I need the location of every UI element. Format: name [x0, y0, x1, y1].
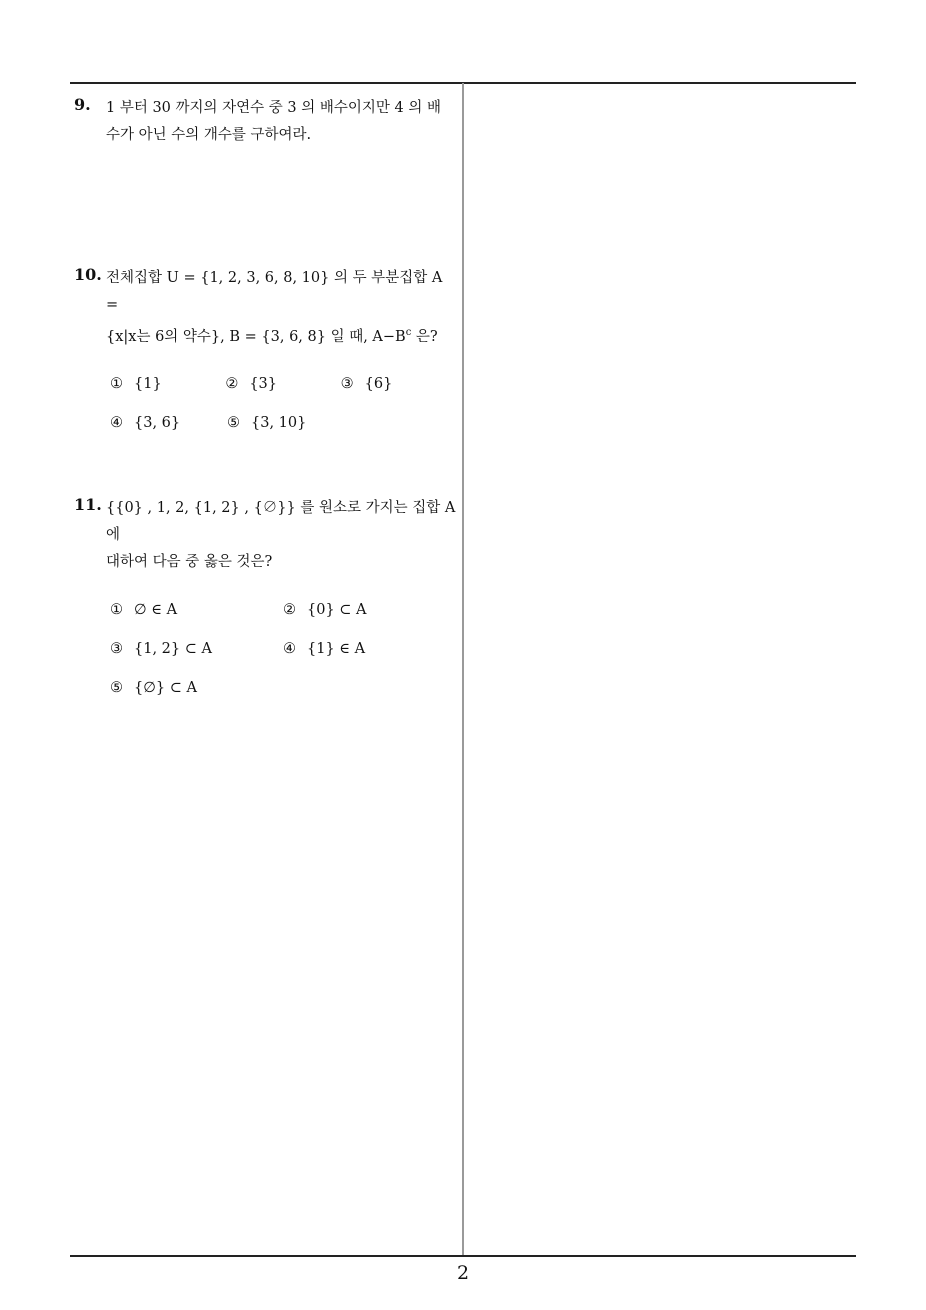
choice-number: ② — [283, 601, 296, 618]
answer-choices — [110, 365, 456, 443]
question-text-line: 전체집합 U = {1, 2, 3, 6, 8, 10} 의 두 부분집합 A = — [106, 270, 443, 313]
choice-2[interactable] — [283, 602, 456, 618]
question-text-main: {x|x는 6의 약수}, B = {3, 6, 8} 일 때, A−B — [106, 328, 406, 345]
choice-text: {6} — [364, 376, 393, 393]
choice-2[interactable] — [225, 376, 340, 392]
choice-text: {1} — [134, 376, 162, 393]
choice-number: ⑤ — [227, 415, 240, 432]
question-text-line: 1 부터 30 까지의 자연수 중 3 의 배수이지만 4 의 배 — [106, 100, 441, 116]
choice-1[interactable] — [110, 376, 225, 392]
choice-number: ③ — [110, 640, 123, 657]
complement-superscript: c — [405, 327, 412, 338]
page-number: 2 — [456, 1262, 470, 1284]
choice-number: ④ — [110, 415, 123, 432]
choice-text: {1} ∈ A — [307, 640, 366, 657]
choice-text: {1, 2} ⊂ A — [134, 640, 212, 657]
question-text-line — [106, 319, 456, 351]
choice-number: ① — [110, 376, 123, 393]
question-text — [106, 495, 456, 576]
question-text-line: 수가 아닌 수의 개수를 구하여라. — [106, 127, 312, 143]
question-11 — [74, 495, 456, 707]
answer-choices — [110, 590, 456, 707]
column-divider — [462, 83, 464, 1256]
question-text-line: 대하여 다음 중 옳은 것은? — [106, 554, 273, 570]
choice-text: {3} — [249, 376, 278, 393]
question-9 — [74, 95, 456, 149]
question-text-line: {{0} , 1, 2, {1, 2} , {∅}} 를 원소로 가지는 집합 A 에 — [106, 500, 456, 543]
choice-number: ④ — [283, 640, 296, 657]
question-text-end: 은? — [411, 328, 438, 345]
choice-3[interactable] — [110, 641, 283, 657]
choice-4[interactable] — [283, 641, 456, 657]
choice-3[interactable] — [341, 376, 456, 392]
choice-text: {3, 10} — [251, 415, 307, 432]
choice-text: {∅} ⊂ A — [134, 679, 197, 696]
choice-number: ③ — [340, 376, 354, 393]
choice-row — [110, 404, 456, 443]
bottom-rule — [70, 1255, 856, 1257]
question-text — [106, 95, 456, 149]
choice-number: ⑤ — [110, 679, 123, 696]
choice-1[interactable] — [110, 602, 283, 618]
question-text — [106, 265, 456, 351]
choice-5[interactable] — [110, 680, 286, 696]
choice-text: ∅ ∈ A — [134, 601, 178, 618]
choice-number: ① — [110, 601, 123, 618]
choice-5[interactable] — [227, 415, 344, 431]
question-number: 10. — [74, 265, 102, 284]
question-number: 11. — [74, 495, 102, 514]
choice-row — [110, 668, 456, 707]
choice-text: {3, 6} — [134, 415, 181, 432]
question-number: 9. — [74, 95, 91, 114]
choice-row — [110, 365, 456, 404]
choice-number: ② — [225, 376, 239, 393]
choice-row — [110, 590, 456, 629]
choice-4[interactable] — [110, 415, 227, 431]
choice-text: {0} ⊂ A — [307, 601, 367, 618]
question-10 — [74, 265, 456, 443]
choice-row — [110, 629, 456, 668]
